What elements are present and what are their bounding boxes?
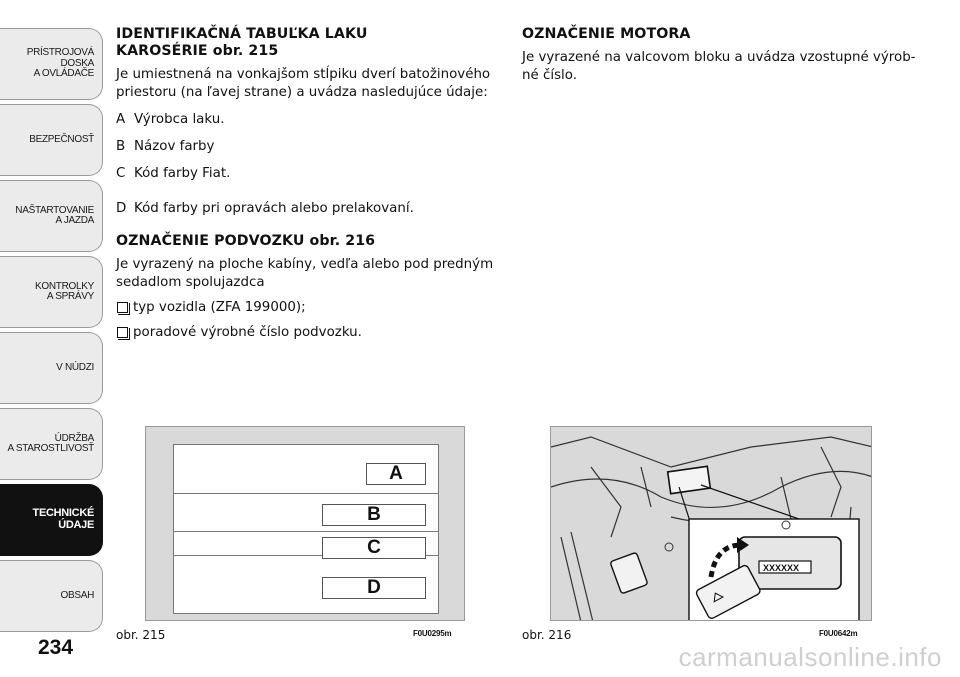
page-number: 234 (38, 636, 74, 659)
chassis-plate-text: XXXXXX (763, 563, 800, 573)
plate-label-a: A (366, 463, 426, 485)
right-column (522, 26, 922, 84)
plate-label-c: C (322, 537, 426, 559)
plate-divider (174, 531, 438, 532)
list-item (116, 165, 502, 182)
engine-intro: Je vyrazené na valcovom bloku a uvádza vzostupné výrob-né číslo. (522, 50, 916, 83)
tab-technicke-udaje[interactable]: TECHNICKÉ ÚDAJE (0, 484, 103, 556)
paint-heading-ref: obr. 215 (212, 43, 279, 59)
engine-heading: OZNAČENIE MOTORA (522, 26, 691, 42)
paint-heading-line2: KAROSÉRIE (116, 43, 208, 59)
plate-label-b: B (322, 504, 426, 526)
chassis-heading-title: OZNAČENIE PODVOZKU (116, 233, 305, 249)
figure-215-caption: obr. 215 (116, 628, 166, 642)
figure-216 (550, 426, 872, 621)
watermark: carmanualsonline.info (678, 642, 942, 672)
checkbox-bullet-icon (117, 302, 128, 313)
chassis-illustration (551, 427, 872, 621)
plate-label-d: D (322, 577, 426, 599)
figure-215-code: F0U0295m (413, 629, 452, 638)
figure-216-code: F0U0642m (819, 629, 858, 638)
chassis-intro: Je vyrazený na ploche kabíny, vedľa alebo pod predným sedadlom spolujazdca (116, 257, 494, 290)
checkbox-bullet-icon (117, 327, 128, 338)
left-column (116, 26, 502, 341)
item-text: Kód farby Fiat. (134, 166, 231, 181)
tab-bezpecnost[interactable]: BEZPEČNOSŤ (0, 104, 103, 176)
item-letter: C (116, 166, 126, 181)
paint-plate (173, 444, 439, 614)
paint-intro: Je umiestnená na vonkajšom stĺpiku dverí batožinového priestoru (na ľavej strane) a uvádza nasledujúce údaje: (116, 67, 491, 100)
item-text: Výrobca laku. (134, 112, 225, 127)
paint-heading-line1: IDENTIFIKAČNÁ TABUĽKA LAKU (116, 26, 368, 42)
bullet-text: typ vozidla (ZFA 199000); (133, 300, 306, 315)
figure-216-caption: obr. 216 (522, 628, 572, 642)
paint-plate-heading (116, 26, 502, 60)
figure-215 (145, 426, 465, 621)
list-item (116, 324, 502, 341)
tab-pristrojova-doska[interactable]: PRÍSTROJOVÁ DOSKA A OVLÁDAČE (0, 28, 103, 100)
tab-udrzba[interactable]: ÚDRŽBA A STAROSTLIVOSŤ (0, 408, 103, 480)
item-letter: D (116, 201, 127, 216)
tab-v-nudzi[interactable]: V NÚDZI (0, 332, 103, 404)
tab-nastartovanie[interactable]: NAŠTARTOVANIE A JAZDA (0, 180, 103, 252)
tab-obsah[interactable]: OBSAH (0, 560, 103, 632)
item-letter: A (116, 112, 126, 127)
list-item (116, 299, 502, 316)
item-text: Názov farby (134, 139, 215, 154)
plate-divider (174, 493, 438, 494)
list-item (116, 200, 502, 217)
item-letter: B (116, 139, 126, 154)
chassis-heading (116, 233, 502, 250)
bullet-text: poradové výrobné číslo podvozku. (133, 325, 362, 340)
item-text: Kód farby pri opravách alebo prelakovaní. (134, 201, 414, 216)
list-item (116, 111, 502, 128)
list-item (116, 138, 502, 155)
chassis-heading-ref: obr. 216 (309, 233, 376, 249)
tab-kontrolky[interactable]: KONTROLKY A SPRÁVY (0, 256, 103, 328)
